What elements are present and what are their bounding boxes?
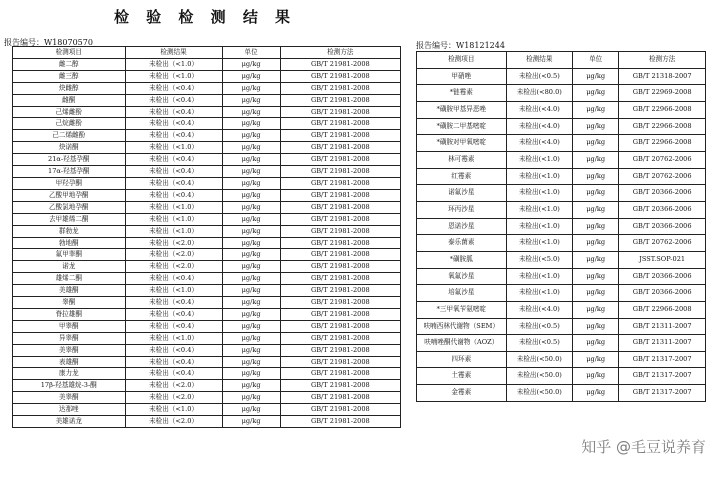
cell-method: GB/T 21981-2008 xyxy=(280,166,400,178)
cell-method: GB/T 20366-2006 xyxy=(619,285,706,302)
cell-item: 表雄酮 xyxy=(13,356,126,368)
cell-unit: μg/kg xyxy=(222,404,280,416)
cell-item: 恩诺沙星 xyxy=(417,218,507,235)
cell-result: 未检出（<0.4） xyxy=(125,368,222,380)
cell-unit: μg/kg xyxy=(573,118,619,135)
cell-item: 泰乐菌素 xyxy=(417,235,507,252)
left-results-table xyxy=(12,46,401,428)
cell-method: GB/T 21981-2008 xyxy=(280,249,400,261)
table-row xyxy=(417,85,706,102)
cell-item: 金霉素 xyxy=(417,385,507,402)
cell-item: 美睾酮 xyxy=(13,344,126,356)
cell-method: GB/T 21981-2008 xyxy=(280,392,400,404)
cell-item: 诺龙 xyxy=(13,261,126,273)
table-row xyxy=(13,356,401,368)
cell-method: GB/T 21981-2008 xyxy=(280,368,400,380)
cell-unit: μg/kg xyxy=(222,285,280,297)
cell-method: GB/T 21981-2008 xyxy=(280,118,400,130)
cell-unit: μg/kg xyxy=(222,416,280,428)
cell-result: 未检出(<1.0) xyxy=(506,201,572,218)
cell-result: 未检出（<0.4） xyxy=(125,82,222,94)
table-row xyxy=(13,404,401,416)
cell-result: 未检出（<1.0） xyxy=(125,404,222,416)
cell-item: *链霉素 xyxy=(417,85,507,102)
table-row xyxy=(417,235,706,252)
cell-result: 未检出（<1.0） xyxy=(125,142,222,154)
table-row xyxy=(13,94,401,106)
cell-item: 雌酮 xyxy=(13,94,126,106)
cell-unit: μg/kg xyxy=(573,201,619,218)
cell-item: 氧氟沙星 xyxy=(417,268,507,285)
cell-unit: μg/kg xyxy=(222,58,280,70)
cell-unit: μg/kg xyxy=(573,68,619,85)
cell-method: GB/T 20762-2006 xyxy=(619,235,706,252)
table-row xyxy=(417,168,706,185)
table-row xyxy=(417,268,706,285)
cell-method: GB/T 21981-2008 xyxy=(280,154,400,166)
cell-result: 未检出(<4.0) xyxy=(506,118,572,135)
cell-item: 炔雌醇 xyxy=(13,82,126,94)
table-row xyxy=(13,58,401,70)
cell-unit: μg/kg xyxy=(222,154,280,166)
table-row xyxy=(417,385,706,402)
cell-result: 未检出(<80.0) xyxy=(506,85,572,102)
table-row xyxy=(417,351,706,368)
table-row xyxy=(13,308,401,320)
cell-method: GB/T 21317-2007 xyxy=(619,385,706,402)
cell-method: GB/T 22966-2008 xyxy=(619,135,706,152)
cell-unit: μg/kg xyxy=(222,118,280,130)
cell-method: GB/T 21981-2008 xyxy=(280,356,400,368)
cell-result: 未检出(<4.0) xyxy=(506,101,572,118)
table-row xyxy=(13,118,401,130)
cell-result: 未检出（<1.0） xyxy=(125,201,222,213)
cell-unit: μg/kg xyxy=(573,318,619,335)
cell-unit: μg/kg xyxy=(573,268,619,285)
cell-item: 培氟沙星 xyxy=(417,285,507,302)
cell-item: 己烷雌酚 xyxy=(13,118,126,130)
cell-method: GB/T 21981-2008 xyxy=(280,237,400,249)
column-header-method: 检测方法 xyxy=(280,47,400,59)
cell-result: 未检出(<50.0) xyxy=(506,385,572,402)
cell-method: GB/T 21981-2008 xyxy=(280,308,400,320)
cell-result: 未检出(<1.0) xyxy=(506,151,572,168)
table-header-row xyxy=(13,47,401,59)
cell-result: 未检出（<0.4） xyxy=(125,273,222,285)
cell-unit: μg/kg xyxy=(573,335,619,352)
table-row xyxy=(417,285,706,302)
cell-unit: μg/kg xyxy=(222,392,280,404)
table-row xyxy=(417,251,706,268)
cell-item: 土霉素 xyxy=(417,368,507,385)
table-row xyxy=(417,151,706,168)
table-row xyxy=(417,335,706,352)
cell-method: GB/T 21981-2008 xyxy=(280,225,400,237)
cell-unit: μg/kg xyxy=(222,237,280,249)
cell-item: 异睾酮 xyxy=(13,332,126,344)
cell-item: 氟甲睾酮 xyxy=(13,249,126,261)
cell-method: GB/T 22966-2008 xyxy=(619,118,706,135)
cell-unit: μg/kg xyxy=(222,94,280,106)
cell-method: GB/T 20366-2006 xyxy=(619,201,706,218)
cell-result: 未检出（<0.4） xyxy=(125,130,222,142)
cell-method: GB/T 21981-2008 xyxy=(280,320,400,332)
table-row xyxy=(417,201,706,218)
cell-result: 未检出（<2.0） xyxy=(125,261,222,273)
cell-item: 21α-羟基孕酮 xyxy=(13,154,126,166)
cell-unit: μg/kg xyxy=(573,385,619,402)
cell-method: GB/T 21311-2007 xyxy=(619,335,706,352)
cell-method: GB/T 21981-2008 xyxy=(280,94,400,106)
cell-unit: μg/kg xyxy=(573,135,619,152)
table-row xyxy=(417,185,706,202)
table-row xyxy=(13,368,401,380)
cell-item: 美雄酮 xyxy=(13,285,126,297)
cell-unit: μg/kg xyxy=(222,344,280,356)
table-row xyxy=(13,273,401,285)
cell-method: GB/T 22969-2008 xyxy=(619,85,706,102)
cell-item: 美睾酮 xyxy=(13,392,126,404)
cell-unit: μg/kg xyxy=(222,332,280,344)
cell-item: 红霉素 xyxy=(417,168,507,185)
cell-unit: μg/kg xyxy=(573,151,619,168)
table-row xyxy=(417,101,706,118)
table-row xyxy=(417,118,706,135)
cell-result: 未检出（<0.4） xyxy=(125,94,222,106)
report-number-left: 报告编号：W18070570 xyxy=(4,38,93,47)
cell-result: 未检出（<0.4） xyxy=(125,344,222,356)
cell-result: 未检出(<0.5) xyxy=(506,318,572,335)
cell-item: *磺胺胍 xyxy=(417,251,507,268)
table-row xyxy=(13,82,401,94)
table-row xyxy=(13,320,401,332)
cell-result: 未检出(<1.0) xyxy=(506,218,572,235)
cell-result: 未检出(<50.0) xyxy=(506,351,572,368)
cell-item: 四环素 xyxy=(417,351,507,368)
cell-result: 未检出（<2.0） xyxy=(125,249,222,261)
cell-result: 未检出（<0.4） xyxy=(125,297,222,309)
cell-item: 勃地酮 xyxy=(13,237,126,249)
column-header-method: 检测方法 xyxy=(619,52,706,69)
table-row xyxy=(13,380,401,392)
cell-method: GB/T 22966-2008 xyxy=(619,101,706,118)
cell-result: 未检出（<1.0） xyxy=(125,332,222,344)
table-row xyxy=(13,344,401,356)
table-row xyxy=(417,368,706,385)
cell-unit: μg/kg xyxy=(222,297,280,309)
cell-unit: μg/kg xyxy=(222,213,280,225)
cell-unit: μg/kg xyxy=(222,249,280,261)
page-title: 检 验 检 测 结 果 xyxy=(113,8,297,26)
column-header-unit: 单位 xyxy=(222,47,280,59)
cell-item: 呋喃唑酮代谢物（AOZ） xyxy=(417,335,507,352)
cell-unit: μg/kg xyxy=(222,130,280,142)
cell-unit: μg/kg xyxy=(222,368,280,380)
cell-method: GB/T 20366-2006 xyxy=(619,185,706,202)
cell-method: GB/T 21981-2008 xyxy=(280,58,400,70)
cell-result: 未检出（<2.0） xyxy=(125,416,222,428)
cell-item: 乙酸甲地孕酮 xyxy=(13,189,126,201)
cell-result: 未检出（<1.0） xyxy=(125,213,222,225)
cell-result: 未检出（<0.4） xyxy=(125,177,222,189)
table-row xyxy=(13,225,401,237)
table-row xyxy=(13,130,401,142)
table-row xyxy=(13,237,401,249)
cell-unit: μg/kg xyxy=(222,201,280,213)
column-header-result: 检测结果 xyxy=(125,47,222,59)
cell-method: GB/T 20366-2006 xyxy=(619,218,706,235)
cell-method: GB/T 21981-2008 xyxy=(280,416,400,428)
table-row xyxy=(417,218,706,235)
report-number-right: 报告编号：W18121244 xyxy=(416,41,505,50)
table-row xyxy=(13,142,401,154)
cell-item: *磺胺对甲氧嘧啶 xyxy=(417,135,507,152)
table-row xyxy=(13,249,401,261)
cell-item: 群勃龙 xyxy=(13,225,126,237)
cell-item: 环丙沙星 xyxy=(417,201,507,218)
cell-unit: μg/kg xyxy=(573,101,619,118)
cell-method: JSST.SOP-021 xyxy=(619,251,706,268)
column-header-result: 检测结果 xyxy=(506,52,572,69)
cell-result: 未检出(<5.0) xyxy=(506,251,572,268)
cell-result: 未检出(<0.5) xyxy=(506,335,572,352)
cell-method: GB/T 21317-2007 xyxy=(619,351,706,368)
cell-result: 未检出(<1.0) xyxy=(506,268,572,285)
cell-method: GB/T 21981-2008 xyxy=(280,142,400,154)
cell-method: GB/T 21318-2007 xyxy=(619,68,706,85)
cell-item: 达那唑 xyxy=(13,404,126,416)
watermark: 知乎 @毛豆说养育 xyxy=(581,438,706,456)
cell-method: GB/T 20366-2006 xyxy=(619,268,706,285)
cell-result: 未检出（<2.0） xyxy=(125,380,222,392)
table-row xyxy=(13,106,401,118)
cell-item: 诺氟沙星 xyxy=(417,185,507,202)
table-row xyxy=(13,392,401,404)
cell-item: 甲睾酮 xyxy=(13,320,126,332)
cell-item: *磺胺二甲基嘧啶 xyxy=(417,118,507,135)
cell-unit: μg/kg xyxy=(573,285,619,302)
cell-result: 未检出（<1.0） xyxy=(125,58,222,70)
table-row xyxy=(13,166,401,178)
cell-method: GB/T 21981-2008 xyxy=(280,297,400,309)
cell-result: 未检出（<0.4） xyxy=(125,308,222,320)
cell-result: 未检出（<0.4） xyxy=(125,118,222,130)
cell-unit: μg/kg xyxy=(222,273,280,285)
cell-unit: μg/kg xyxy=(222,82,280,94)
cell-item: 美雄诺龙 xyxy=(13,416,126,428)
cell-method: GB/T 21981-2008 xyxy=(280,213,400,225)
right-results-table xyxy=(416,51,706,402)
cell-unit: μg/kg xyxy=(222,177,280,189)
cell-method: GB/T 22966-2008 xyxy=(619,301,706,318)
table-row xyxy=(417,301,706,318)
cell-unit: μg/kg xyxy=(573,218,619,235)
cell-unit: μg/kg xyxy=(222,308,280,320)
cell-method: GB/T 21981-2008 xyxy=(280,177,400,189)
cell-unit: μg/kg xyxy=(573,235,619,252)
cell-item: 去甲雄烯二酮 xyxy=(13,213,126,225)
cell-method: GB/T 21981-2008 xyxy=(280,344,400,356)
cell-result: 未检出(<1.0) xyxy=(506,235,572,252)
cell-method: GB/T 20762-2006 xyxy=(619,168,706,185)
column-header-item: 检测项目 xyxy=(13,47,126,59)
cell-item: 己烯雌酚 xyxy=(13,106,126,118)
cell-item: 17β-羟基雄烷-3-酮 xyxy=(13,380,126,392)
table-row xyxy=(13,261,401,273)
table-row xyxy=(13,154,401,166)
cell-item: 林可霉素 xyxy=(417,151,507,168)
cell-method: GB/T 21981-2008 xyxy=(280,189,400,201)
cell-result: 未检出(<4.0) xyxy=(506,301,572,318)
cell-method: GB/T 21317-2007 xyxy=(619,368,706,385)
cell-method: GB/T 21981-2008 xyxy=(280,70,400,82)
cell-unit: μg/kg xyxy=(222,356,280,368)
cell-item: 甲羟孕酮 xyxy=(13,177,126,189)
cell-method: GB/T 21981-2008 xyxy=(280,380,400,392)
cell-unit: μg/kg xyxy=(222,70,280,82)
cell-item: 乙酸氯地孕酮 xyxy=(13,201,126,213)
cell-result: 未检出（<1.0） xyxy=(125,70,222,82)
cell-result: 未检出（<2.0） xyxy=(125,237,222,249)
cell-item: 雌三醇 xyxy=(13,70,126,82)
cell-result: 未检出(<50.0) xyxy=(506,368,572,385)
cell-unit: μg/kg xyxy=(573,351,619,368)
table-row xyxy=(13,297,401,309)
table-row xyxy=(417,318,706,335)
cell-result: 未检出(<0.5) xyxy=(506,68,572,85)
table-header-row xyxy=(417,52,706,69)
cell-item: 雄烯二酮 xyxy=(13,273,126,285)
cell-unit: μg/kg xyxy=(222,189,280,201)
cell-method: GB/T 21981-2008 xyxy=(280,201,400,213)
cell-method: GB/T 21981-2008 xyxy=(280,130,400,142)
cell-item: *磺胺甲基异恶唑 xyxy=(417,101,507,118)
cell-item: 甲硝唑 xyxy=(417,68,507,85)
cell-method: GB/T 21981-2008 xyxy=(280,285,400,297)
cell-result: 未检出（<1.0） xyxy=(125,285,222,297)
cell-unit: μg/kg xyxy=(222,142,280,154)
cell-item: *三甲氧苄氨嘧啶 xyxy=(417,301,507,318)
cell-unit: μg/kg xyxy=(222,261,280,273)
table-row xyxy=(13,285,401,297)
cell-result: 未检出（<0.4） xyxy=(125,189,222,201)
cell-result: 未检出（<0.4） xyxy=(125,154,222,166)
column-header-item: 检测项目 xyxy=(417,52,507,69)
cell-result: 未检出（<0.4） xyxy=(125,320,222,332)
cell-result: 未检出（<0.4） xyxy=(125,166,222,178)
table-row xyxy=(417,135,706,152)
table-row xyxy=(13,189,401,201)
table-row xyxy=(13,177,401,189)
table-row xyxy=(13,332,401,344)
cell-result: 未检出(<4.0) xyxy=(506,135,572,152)
column-header-unit: 单位 xyxy=(573,52,619,69)
cell-result: 未检出（<2.0） xyxy=(125,392,222,404)
cell-unit: μg/kg xyxy=(573,85,619,102)
cell-unit: μg/kg xyxy=(573,301,619,318)
cell-unit: μg/kg xyxy=(573,185,619,202)
cell-unit: μg/kg xyxy=(222,225,280,237)
cell-result: 未检出(<1.0) xyxy=(506,285,572,302)
table-row xyxy=(13,70,401,82)
cell-result: 未检出(<1.0) xyxy=(506,185,572,202)
cell-item: 呋喃西林代谢物（SEM） xyxy=(417,318,507,335)
cell-item: 炔诺酮 xyxy=(13,142,126,154)
cell-method: GB/T 20762-2006 xyxy=(619,151,706,168)
cell-item: 睾酮 xyxy=(13,297,126,309)
cell-unit: μg/kg xyxy=(573,168,619,185)
cell-item: 雌二醇 xyxy=(13,58,126,70)
cell-item: 康力龙 xyxy=(13,368,126,380)
cell-unit: μg/kg xyxy=(573,368,619,385)
cell-unit: μg/kg xyxy=(222,320,280,332)
cell-method: GB/T 21981-2008 xyxy=(280,332,400,344)
cell-unit: μg/kg xyxy=(222,380,280,392)
cell-method: GB/T 21981-2008 xyxy=(280,404,400,416)
table-row xyxy=(13,201,401,213)
cell-unit: μg/kg xyxy=(222,166,280,178)
cell-item: 脊拉雄酮 xyxy=(13,308,126,320)
cell-result: 未检出(<1.0) xyxy=(506,168,572,185)
cell-method: GB/T 21981-2008 xyxy=(280,273,400,285)
cell-item: 己二烯雌酚 xyxy=(13,130,126,142)
cell-unit: μg/kg xyxy=(573,251,619,268)
cell-method: GB/T 21311-2007 xyxy=(619,318,706,335)
table-row xyxy=(13,213,401,225)
cell-method: GB/T 21981-2008 xyxy=(280,261,400,273)
cell-result: 未检出（<0.4） xyxy=(125,106,222,118)
cell-result: 未检出（<1.0） xyxy=(125,225,222,237)
table-row xyxy=(417,68,706,85)
cell-item: 17α-羟基孕酮 xyxy=(13,166,126,178)
cell-method: GB/T 21981-2008 xyxy=(280,82,400,94)
cell-result: 未检出（<0.4） xyxy=(125,356,222,368)
table-row xyxy=(13,416,401,428)
cell-method: GB/T 21981-2008 xyxy=(280,106,400,118)
cell-unit: μg/kg xyxy=(222,106,280,118)
